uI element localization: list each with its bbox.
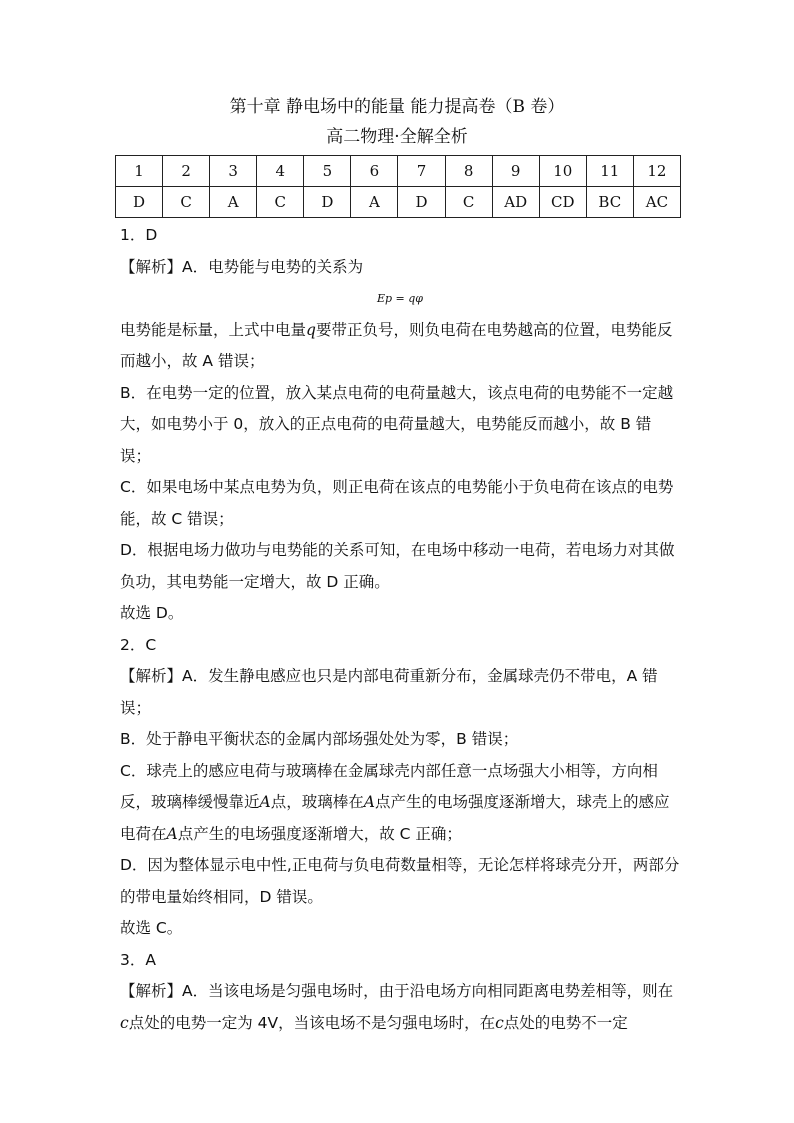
question-number-cell: 3 — [210, 156, 257, 187]
q1-header: 1．D — [120, 226, 158, 244]
answer-cell: D — [116, 187, 163, 218]
document-subtitle: 高二物理·全解全析 — [326, 127, 468, 147]
q1-formula: Ep = qφ — [376, 292, 424, 305]
q2-header: 2．C — [120, 635, 157, 654]
question-number-cell: 8 — [445, 156, 492, 187]
answer-cell: A — [351, 187, 398, 218]
answer-cell: D — [304, 187, 351, 218]
answer-table-answer-row — [116, 187, 681, 218]
q3-header: 3．A — [120, 950, 156, 969]
answer-cell: AD — [492, 187, 539, 218]
question-number-cell: 7 — [398, 156, 445, 187]
question-number-cell: 5 — [304, 156, 351, 187]
q1-option-b: B．在电势一定的位置，放入某点电荷的电荷量越大，该点电荷的电势能不一定越大，如电势小于 0，放入的正点电荷的电荷量越大，电势能反而越小，故 B 错误； — [120, 383, 674, 465]
question-number-cell: 10 — [539, 156, 586, 187]
answer-cell: BC — [586, 187, 633, 218]
answer-cell: C — [257, 187, 304, 218]
question-number-cell: 6 — [351, 156, 398, 187]
question-number-cell: 12 — [633, 156, 680, 187]
q1-choice: 故选 D。 — [120, 604, 184, 622]
question-number-cell: 2 — [163, 156, 210, 187]
question-number-cell: 11 — [586, 156, 633, 187]
q2-option-c: C．球壳上的感应电荷与玻璃棒在金属球壳内部任意一点场强大小相等，方向相反，玻璃棒缓慢靠近A点，玻璃棒在A点产生的电场强度逐渐增大，球壳上的感应电荷在A点产生的电场强度逐渐增大，故 C 正确； — [120, 761, 670, 843]
answer-cell: C — [445, 187, 492, 218]
q2-choice: 故选 C。 — [120, 919, 183, 937]
question-number-cell: 9 — [492, 156, 539, 187]
answer-cell: D — [398, 187, 445, 218]
q2-option-d: D．因为整体显示电中性,正电荷与负电荷数量相等，无论怎样将球壳分开，两部分的带电量始终相同，D 错误。 — [120, 856, 680, 906]
answer-cell: CD — [539, 187, 586, 218]
answer-table — [115, 155, 681, 218]
answer-cell: AC — [633, 187, 680, 218]
question-number-cell: 4 — [257, 156, 304, 187]
answer-cell: A — [210, 187, 257, 218]
question-number-cell: 1 — [116, 156, 163, 187]
document-title: 第十章 静电场中的能量 能力提高卷（B 卷） — [229, 97, 565, 117]
q2-option-b: B．处于静电平衡状态的金属内部场强处处为零，B 错误； — [120, 730, 519, 748]
q1-option-d: D．根据电场力做功与电势能的关系可知，在电场中移动一电荷，若电场力对其做负功，其电势能一定增大，故 D 正确。 — [120, 541, 675, 591]
q2-option-a: 【解析】A．发生静电感应也只是内部电荷重新分布，金属球壳仍不带电，A 错误； — [120, 667, 658, 717]
q3-option-a: 【解析】A．当该电场是匀强电场时，由于沿电场方向相同距离电势差相等，则在c点处的电势一定为 4V，当该电场不是匀强电场时，在c点处的电势不一定 — [120, 982, 674, 1032]
q1-option-a-text: 电势能是标量，上式中电量q要带正负号，则负电荷在电势越高的位置，电势能反而越小，故 A 错误； — [120, 320, 673, 370]
q1-option-c: C．如果电场中某点电势为负，则正电荷在该点的电势能小于负电荷在该点的电势能，故 C 错误； — [120, 478, 674, 528]
answer-table-number-row — [116, 156, 681, 187]
solution-content — [120, 220, 680, 1039]
q1-option-a-intro: 【解析】A．电势能与电势的关系为 — [120, 257, 364, 276]
answer-cell: C — [163, 187, 210, 218]
